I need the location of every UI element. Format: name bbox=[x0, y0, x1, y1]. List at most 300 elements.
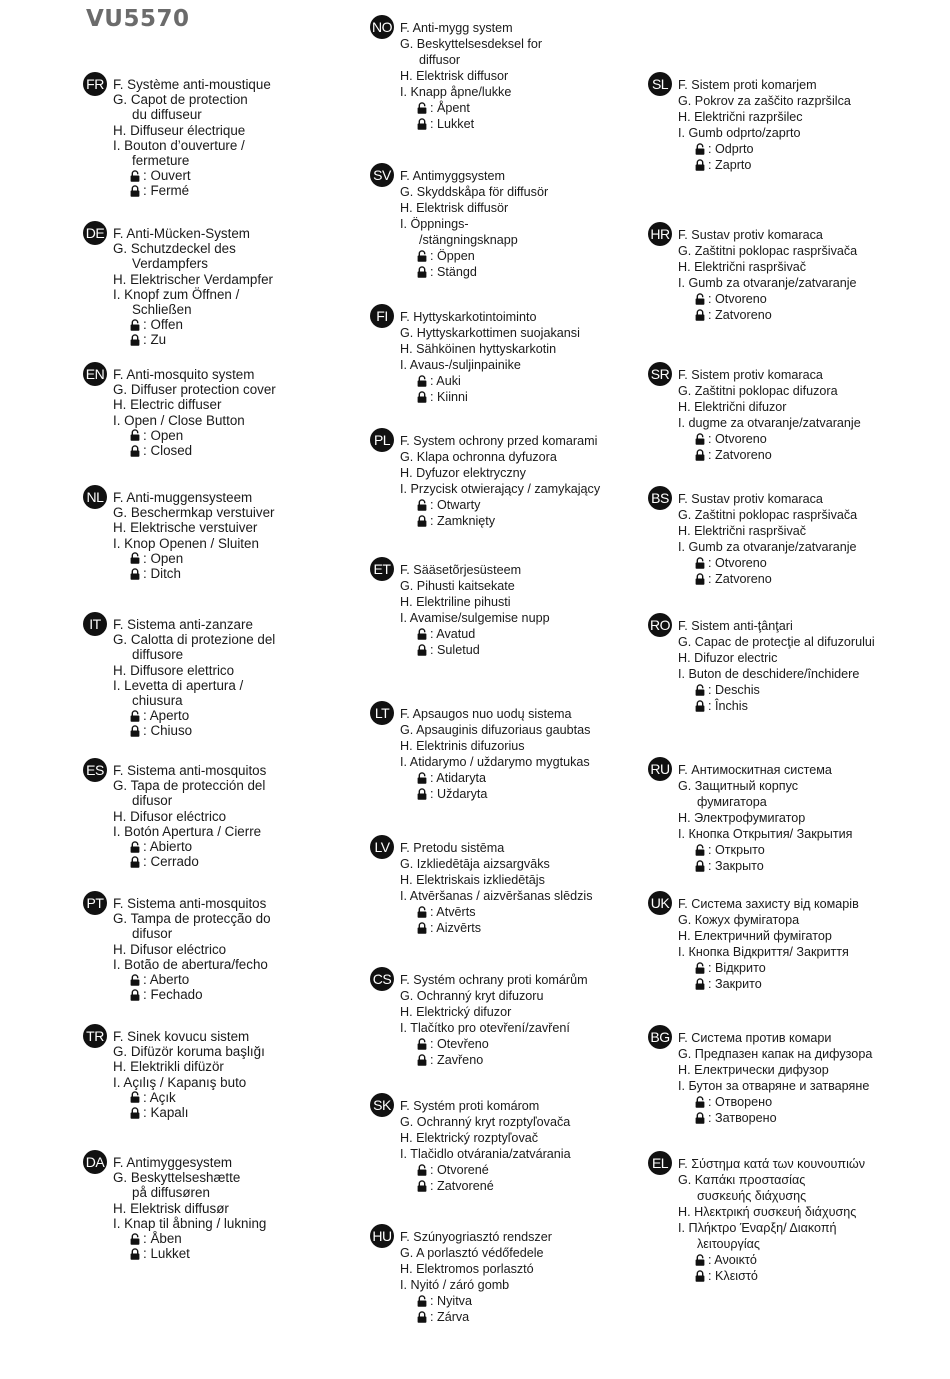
legend-line bbox=[678, 507, 928, 523]
legend-text: : Avatud bbox=[430, 627, 476, 641]
legend-line bbox=[113, 942, 383, 957]
legend-line bbox=[113, 77, 383, 92]
language-badge: PL bbox=[370, 428, 394, 452]
lock-closed-row bbox=[678, 447, 928, 463]
legend-line bbox=[400, 184, 670, 200]
lock-open-row bbox=[400, 100, 670, 116]
legend-line bbox=[113, 490, 383, 505]
legend-text: : Nyitva bbox=[430, 1294, 472, 1308]
padlock-open-icon bbox=[417, 1295, 430, 1307]
legend-text: H. Diffusore elettrico bbox=[113, 662, 235, 678]
lock-closed-row bbox=[113, 723, 383, 738]
legend-text: H. Электрофумигатор bbox=[678, 811, 806, 825]
legend-line bbox=[113, 678, 383, 693]
lock-open-row bbox=[113, 317, 383, 332]
legend-text: F. Sääsetõrjesüsteem bbox=[400, 563, 522, 577]
legend-text: F. Szúnyogriasztó rendszer bbox=[400, 1230, 552, 1244]
legend-text: F. System ochrony przed komarami bbox=[400, 434, 598, 448]
legend-line bbox=[678, 634, 928, 650]
legend-line bbox=[678, 1172, 928, 1188]
legend-line bbox=[400, 594, 670, 610]
legend-text: G. Zaštitni poklopac raspršivača bbox=[678, 508, 858, 522]
language-badge: EL bbox=[648, 1151, 672, 1175]
legend-text: : Kapalı bbox=[143, 1104, 189, 1120]
legend-line bbox=[678, 1236, 928, 1252]
legend-text: G. Защитный корпус bbox=[678, 779, 799, 793]
padlock-open-icon bbox=[417, 628, 430, 640]
lock-closed-row bbox=[113, 332, 383, 347]
lock-open-row bbox=[400, 373, 670, 389]
padlock-closed-icon bbox=[417, 788, 430, 800]
legend-lines bbox=[113, 226, 383, 348]
legend-text: F. Σύστημα κατά των κουνουπιών bbox=[678, 1157, 866, 1171]
legend-line bbox=[113, 1201, 383, 1216]
legend-text: I. Botón Apertura / Cierre bbox=[113, 823, 262, 839]
legend-line bbox=[678, 1156, 928, 1172]
padlock-open-icon bbox=[130, 319, 143, 331]
padlock-open-icon bbox=[695, 684, 708, 696]
legend-text: : Aizvērts bbox=[430, 921, 482, 935]
legend-text: : Atidaryta bbox=[430, 771, 487, 785]
legend-text: H. Elektrisk diffusør bbox=[113, 1200, 229, 1216]
padlock-open-icon bbox=[130, 841, 143, 853]
legend-text: Schließen bbox=[132, 301, 192, 317]
legend-text: H. Difusor eléctrico bbox=[113, 808, 227, 824]
legend-line bbox=[400, 754, 670, 770]
padlock-closed-icon bbox=[130, 445, 143, 457]
legend-line bbox=[678, 227, 928, 243]
legend-line bbox=[113, 382, 383, 397]
legend-text: G. Beskyttelseshætte bbox=[113, 1170, 241, 1186]
legend-text: F. Sistema anti-mosquitos bbox=[113, 896, 267, 911]
legend-text: F. Sustav protiv komaraca bbox=[678, 228, 823, 242]
lock-open-row bbox=[678, 141, 928, 157]
legend-text: I. Atidarymo / uždarymo mygtukas bbox=[400, 755, 590, 769]
legend-text: : Закрыто bbox=[708, 859, 764, 873]
legend-text: G. Καπάκι προστασίας bbox=[678, 1173, 806, 1187]
legend-text: F. Система против комари bbox=[678, 1031, 832, 1045]
legend-line bbox=[678, 491, 928, 507]
legend-text: I. dugme za otvaranje/zatvaranje bbox=[678, 416, 861, 430]
padlock-open-icon bbox=[417, 906, 430, 918]
legend-text: G. Beschermkap verstuiver bbox=[113, 505, 275, 521]
legend-line bbox=[400, 1020, 670, 1036]
lock-open-row bbox=[678, 1252, 928, 1268]
language-badge: BG bbox=[648, 1025, 672, 1049]
legend-text: I. Кнопка Открытия/ Закрытия bbox=[678, 827, 853, 841]
legend-line bbox=[678, 618, 928, 634]
language-badge: LV bbox=[370, 835, 394, 859]
legend-text: H. Električni difuzor bbox=[678, 400, 787, 414]
lock-closed-row bbox=[678, 1268, 928, 1284]
legend-line bbox=[678, 367, 928, 383]
legend-text: : Open bbox=[143, 550, 184, 566]
legend-line bbox=[113, 107, 383, 122]
legend-text: F. Sistem proti komarjem bbox=[678, 78, 817, 92]
lock-open-row bbox=[678, 1094, 928, 1110]
legend-text: G. Tampa de protecção do bbox=[113, 911, 271, 927]
lock-open-row bbox=[400, 248, 670, 264]
legend-text: I. Knapp åpne/lukke bbox=[400, 85, 512, 99]
legend-line bbox=[400, 309, 670, 325]
legend-text: F. Pretodu sistēma bbox=[400, 841, 505, 855]
lock-closed-row bbox=[400, 786, 670, 802]
legend-line bbox=[113, 92, 383, 107]
legend-text: H. Električni razpršilec bbox=[678, 110, 803, 124]
legend-text: F. Hyttyskarkotintoiminto bbox=[400, 310, 537, 324]
padlock-open-icon bbox=[695, 1254, 708, 1266]
legend-text: I. Tlačítko pro otevření/zavření bbox=[400, 1021, 570, 1035]
legend-text: G. Ochranný kryt difuzoru bbox=[400, 989, 544, 1003]
legend-text: H. Dyfuzor elektryczny bbox=[400, 466, 526, 480]
legend-text: H. Elektrische verstuiver bbox=[113, 520, 258, 536]
padlock-open-icon bbox=[130, 170, 143, 182]
language-badge: BS bbox=[648, 486, 672, 510]
lock-open-row bbox=[113, 972, 383, 987]
padlock-open-icon bbox=[417, 772, 430, 784]
padlock-closed-icon bbox=[417, 644, 430, 656]
legend-text: F. Anti-muggensysteem bbox=[113, 490, 253, 505]
legend-text: H. Elektrinis difuzorius bbox=[400, 739, 525, 753]
legend-text: G. Apsauginis difuzoriaus gaubtas bbox=[400, 723, 591, 737]
legend-line bbox=[400, 216, 670, 232]
padlock-open-icon bbox=[417, 1038, 430, 1050]
lock-open-row bbox=[113, 168, 383, 183]
padlock-closed-icon bbox=[130, 1107, 143, 1119]
legend-text: : Otvoreno bbox=[708, 432, 767, 446]
legend-line bbox=[113, 1170, 383, 1185]
language-badge: RO bbox=[648, 613, 672, 637]
legend-line bbox=[113, 896, 383, 911]
padlock-closed-icon bbox=[417, 922, 430, 934]
padlock-closed-icon bbox=[130, 334, 143, 346]
legend-lines bbox=[113, 1029, 383, 1120]
lock-open-row bbox=[400, 497, 670, 513]
legend-line bbox=[113, 226, 383, 241]
lock-closed-row bbox=[113, 1105, 383, 1120]
legend-line bbox=[400, 52, 670, 68]
legend-line bbox=[113, 256, 383, 271]
lock-closed-row bbox=[678, 1110, 928, 1126]
legend-text: G. Skyddskåpa för diffusör bbox=[400, 185, 549, 199]
legend-line bbox=[113, 241, 383, 256]
legend-text: : Открыто bbox=[708, 843, 765, 857]
legend-lines bbox=[400, 168, 670, 280]
legend-line bbox=[678, 383, 928, 399]
legend-text: G. Izkliedētāja aizsargvāks bbox=[400, 857, 550, 871]
legend-line bbox=[400, 1146, 670, 1162]
legend-text: G. Ochranný kryt rozptyľovača bbox=[400, 1115, 571, 1129]
legend-line bbox=[678, 1030, 928, 1046]
legend-text: H. Elektriline pihusti bbox=[400, 595, 511, 609]
legend-text: : Otwarty bbox=[430, 498, 481, 512]
legend-line bbox=[113, 302, 383, 317]
language-badge: IT bbox=[83, 612, 107, 636]
legend-lines bbox=[400, 433, 670, 529]
language-badge: SK bbox=[370, 1093, 394, 1117]
padlock-closed-icon bbox=[695, 1270, 708, 1282]
legend-text: : Suletud bbox=[430, 643, 480, 657]
legend-line bbox=[400, 465, 670, 481]
padlock-open-icon bbox=[130, 1091, 143, 1103]
legend-text: συσκευής διάχυσης bbox=[697, 1189, 807, 1203]
legend-line bbox=[678, 810, 928, 826]
legend-text: : Open bbox=[143, 427, 184, 443]
legend-text: H. Elektrikli difüzör bbox=[113, 1059, 224, 1075]
legend-text: F. Sistem anti-ţânţari bbox=[678, 619, 793, 633]
legend-lines bbox=[113, 490, 383, 581]
legend-text: du diffuseur bbox=[132, 107, 202, 123]
padlock-open-icon bbox=[130, 974, 143, 986]
lock-open-row bbox=[400, 904, 670, 920]
legend-text: : Zatvoreno bbox=[708, 572, 772, 586]
legend-line bbox=[400, 449, 670, 465]
legend-line bbox=[678, 259, 928, 275]
legend-text: I. Knop Openen / Sluiten bbox=[113, 535, 259, 551]
lock-open-row bbox=[113, 839, 383, 854]
language-badge: FI bbox=[370, 304, 394, 328]
legend-text: H. Električni raspršivač bbox=[678, 524, 807, 538]
legend-text: chiusura bbox=[132, 692, 183, 708]
padlock-closed-icon bbox=[417, 1311, 430, 1323]
legend-text: H. Sähköinen hyttyskarkotin bbox=[400, 342, 557, 356]
legend-lines bbox=[113, 1155, 383, 1261]
lock-open-row bbox=[400, 1293, 670, 1309]
legend-text: : Închis bbox=[708, 699, 748, 713]
legend-text: fermeture bbox=[132, 152, 190, 168]
legend-text: G. Tapa de protección del bbox=[113, 778, 266, 794]
padlock-closed-icon bbox=[695, 449, 708, 461]
lock-open-row bbox=[678, 960, 928, 976]
language-badge: HR bbox=[648, 222, 672, 246]
legend-text: H. Elektriskais izkliedētājs bbox=[400, 873, 545, 887]
legend-line bbox=[113, 397, 383, 412]
legend-text: diffusor bbox=[419, 53, 461, 67]
legend-line bbox=[400, 1098, 670, 1114]
legend-text: diffusore bbox=[132, 647, 184, 663]
legend-line bbox=[113, 272, 383, 287]
legend-line bbox=[678, 539, 928, 555]
legend-text: F. Système anti-moustique bbox=[113, 77, 271, 92]
padlock-open-icon bbox=[417, 1164, 430, 1176]
legend-text: I. Nyitó / záró gomb bbox=[400, 1278, 510, 1292]
legend-text: I. Öppnings- bbox=[400, 217, 469, 231]
language-badge: DE bbox=[83, 221, 107, 245]
legend-text: : Åben bbox=[143, 1230, 182, 1246]
legend-text: på diffusøren bbox=[132, 1185, 210, 1201]
legend-line bbox=[113, 1044, 383, 1059]
language-badge: NO bbox=[370, 15, 394, 39]
legend-text: : Açık bbox=[143, 1089, 176, 1105]
padlock-open-icon bbox=[417, 102, 430, 114]
language-badge: HU bbox=[370, 1224, 394, 1248]
legend-text: I. Avaus-/suljinpainike bbox=[400, 358, 521, 372]
lock-closed-row bbox=[113, 443, 383, 458]
lock-closed-row bbox=[678, 976, 928, 992]
legend-text: H. Diffuseur électrique bbox=[113, 122, 246, 138]
legend-text: I. Przycisk otwierający / zamykający bbox=[400, 482, 601, 496]
legend-line bbox=[400, 84, 670, 100]
legend-text: H. Difusor eléctrico bbox=[113, 941, 227, 957]
legend-line bbox=[400, 988, 670, 1004]
lock-closed-row bbox=[400, 1052, 670, 1068]
legend-line bbox=[400, 1130, 670, 1146]
legend-text: G. Pokrov za zaščito razpršilca bbox=[678, 94, 851, 108]
legend-text: : Deschis bbox=[708, 683, 760, 697]
lock-open-row bbox=[678, 682, 928, 698]
legend-text: I. Bouton d’ouverture / bbox=[113, 137, 245, 153]
language-badge: ET bbox=[370, 557, 394, 581]
language-badge: EN bbox=[83, 362, 107, 386]
legend-line bbox=[400, 1261, 670, 1277]
legend-line bbox=[678, 794, 928, 810]
legend-text: : Fechado bbox=[143, 987, 203, 1003]
lock-open-row bbox=[400, 770, 670, 786]
legend-text: G. Capot de protection bbox=[113, 92, 248, 108]
padlock-open-icon bbox=[417, 375, 430, 387]
lock-closed-row bbox=[400, 513, 670, 529]
legend-line bbox=[678, 1046, 928, 1062]
legend-lines bbox=[400, 1229, 670, 1325]
legend-text: I. Бутон за отваряне и затваряне bbox=[678, 1079, 870, 1093]
legend-text: H. Електричний фумігатор bbox=[678, 929, 832, 943]
legend-line bbox=[400, 872, 670, 888]
legend-line bbox=[400, 341, 670, 357]
lock-open-row bbox=[113, 1231, 383, 1246]
legend-text: : Otvoreno bbox=[708, 292, 767, 306]
lock-closed-row bbox=[113, 854, 383, 869]
legend-text: H. Elektrischer Verdampfer bbox=[113, 271, 274, 287]
padlock-open-icon bbox=[695, 962, 708, 974]
legend-line bbox=[400, 433, 670, 449]
lock-closed-row bbox=[400, 920, 670, 936]
lock-closed-row bbox=[678, 157, 928, 173]
lock-closed-row bbox=[400, 389, 670, 405]
padlock-open-icon bbox=[695, 143, 708, 155]
legend-text: λειτουργίας bbox=[697, 1237, 761, 1251]
padlock-closed-icon bbox=[130, 856, 143, 868]
padlock-closed-icon bbox=[695, 309, 708, 321]
language-badge: UK bbox=[648, 891, 672, 915]
legend-text: /stängningsknapp bbox=[419, 233, 518, 247]
legend-text: : Fermé bbox=[143, 183, 190, 199]
padlock-closed-icon bbox=[130, 1248, 143, 1260]
lock-closed-row bbox=[113, 987, 383, 1002]
legend-line bbox=[400, 1245, 670, 1261]
legend-text: : Odprto bbox=[708, 142, 754, 156]
padlock-closed-icon bbox=[130, 185, 143, 197]
lock-open-row bbox=[678, 431, 928, 447]
legend-line bbox=[113, 1029, 383, 1044]
legend-line bbox=[400, 200, 670, 216]
legend-lines bbox=[400, 20, 670, 132]
legend-text: I. Tlačidlo otvárania/zatvárania bbox=[400, 1147, 571, 1161]
legend-line bbox=[678, 778, 928, 794]
legend-text: H. Električni raspršivač bbox=[678, 260, 807, 274]
legend-text: I. Avamise/sulgemise nupp bbox=[400, 611, 550, 625]
legend-text: : Відкрито bbox=[708, 961, 766, 975]
legend-text: : Cerrado bbox=[143, 854, 199, 870]
legend-text: : Zatvorené bbox=[430, 1179, 494, 1193]
legend-line bbox=[678, 826, 928, 842]
legend-text: : Aperto bbox=[143, 708, 190, 724]
legend-lines bbox=[400, 562, 670, 658]
legend-line bbox=[400, 1114, 670, 1130]
legend-text: F. Антимоскитная система bbox=[678, 763, 832, 777]
legend-line bbox=[113, 809, 383, 824]
model-title: VU5570 bbox=[86, 6, 190, 32]
legend-line bbox=[113, 778, 383, 793]
legend-text: : Zárva bbox=[430, 1310, 470, 1324]
language-badge: NL bbox=[83, 485, 107, 509]
legend-line bbox=[400, 888, 670, 904]
legend-line bbox=[113, 693, 383, 708]
language-badge: DA bbox=[83, 1150, 107, 1174]
legend-text: G. Zaštitni poklopac difuzora bbox=[678, 384, 838, 398]
legend-line bbox=[678, 928, 928, 944]
legend-line bbox=[400, 232, 670, 248]
legend-line bbox=[400, 610, 670, 626]
legend-line bbox=[113, 1155, 383, 1170]
legend-line bbox=[113, 505, 383, 520]
legend-text: H. Електрически дифузор bbox=[678, 1063, 829, 1077]
legend-text: : Ανοικτό bbox=[708, 1253, 757, 1267]
legend-text: H. Elektrisk diffusor bbox=[400, 69, 509, 83]
legend-line bbox=[113, 617, 383, 632]
legend-text: : Ditch bbox=[143, 565, 181, 581]
legend-line bbox=[113, 413, 383, 428]
lock-closed-row bbox=[113, 183, 383, 198]
lock-open-row bbox=[400, 1162, 670, 1178]
legend-text: I. Knap til åbning / lukning bbox=[113, 1215, 267, 1231]
legend-text: F. Systém proti komárom bbox=[400, 1099, 540, 1113]
legend-text: : Atvērts bbox=[430, 905, 476, 919]
legend-line bbox=[113, 1185, 383, 1200]
lock-open-row bbox=[400, 626, 670, 642]
legend-text: F. Sistema anti-zanzare bbox=[113, 617, 253, 632]
legend-text: : Zatvoreno bbox=[708, 448, 772, 462]
legend-line bbox=[678, 523, 928, 539]
legend-line bbox=[113, 153, 383, 168]
legend-lines bbox=[400, 309, 670, 405]
padlock-closed-icon bbox=[695, 573, 708, 585]
padlock-open-icon bbox=[695, 557, 708, 569]
padlock-open-icon bbox=[130, 552, 143, 564]
legend-text: difusor bbox=[132, 926, 173, 942]
language-badge: CS bbox=[370, 967, 394, 991]
legend-line bbox=[400, 562, 670, 578]
legend-lines bbox=[400, 840, 670, 936]
legend-text: H. Difuzor electric bbox=[678, 651, 778, 665]
language-badge: SR bbox=[648, 362, 672, 386]
legend-line bbox=[400, 68, 670, 84]
legend-text: I. Buton de deschidere/închidere bbox=[678, 667, 860, 681]
legend-line bbox=[400, 1004, 670, 1020]
legend-text: F. Система захисту від комарів bbox=[678, 897, 859, 911]
legend-line bbox=[400, 856, 670, 872]
legend-text: : Отворено bbox=[708, 1095, 773, 1109]
legend-line bbox=[678, 243, 928, 259]
legend-text: фумигатора bbox=[697, 795, 767, 809]
padlock-closed-icon bbox=[695, 159, 708, 171]
legend-line bbox=[400, 722, 670, 738]
legend-line bbox=[678, 1062, 928, 1078]
legend-lines bbox=[678, 1030, 928, 1126]
legend-text: G. Schutzdeckel des bbox=[113, 241, 236, 257]
legend-text: : Lukket bbox=[430, 117, 475, 131]
legend-text: F. Anti-mosquito system bbox=[113, 367, 255, 382]
legend-text: G. Предпазен капак на дифузора bbox=[678, 1047, 873, 1061]
